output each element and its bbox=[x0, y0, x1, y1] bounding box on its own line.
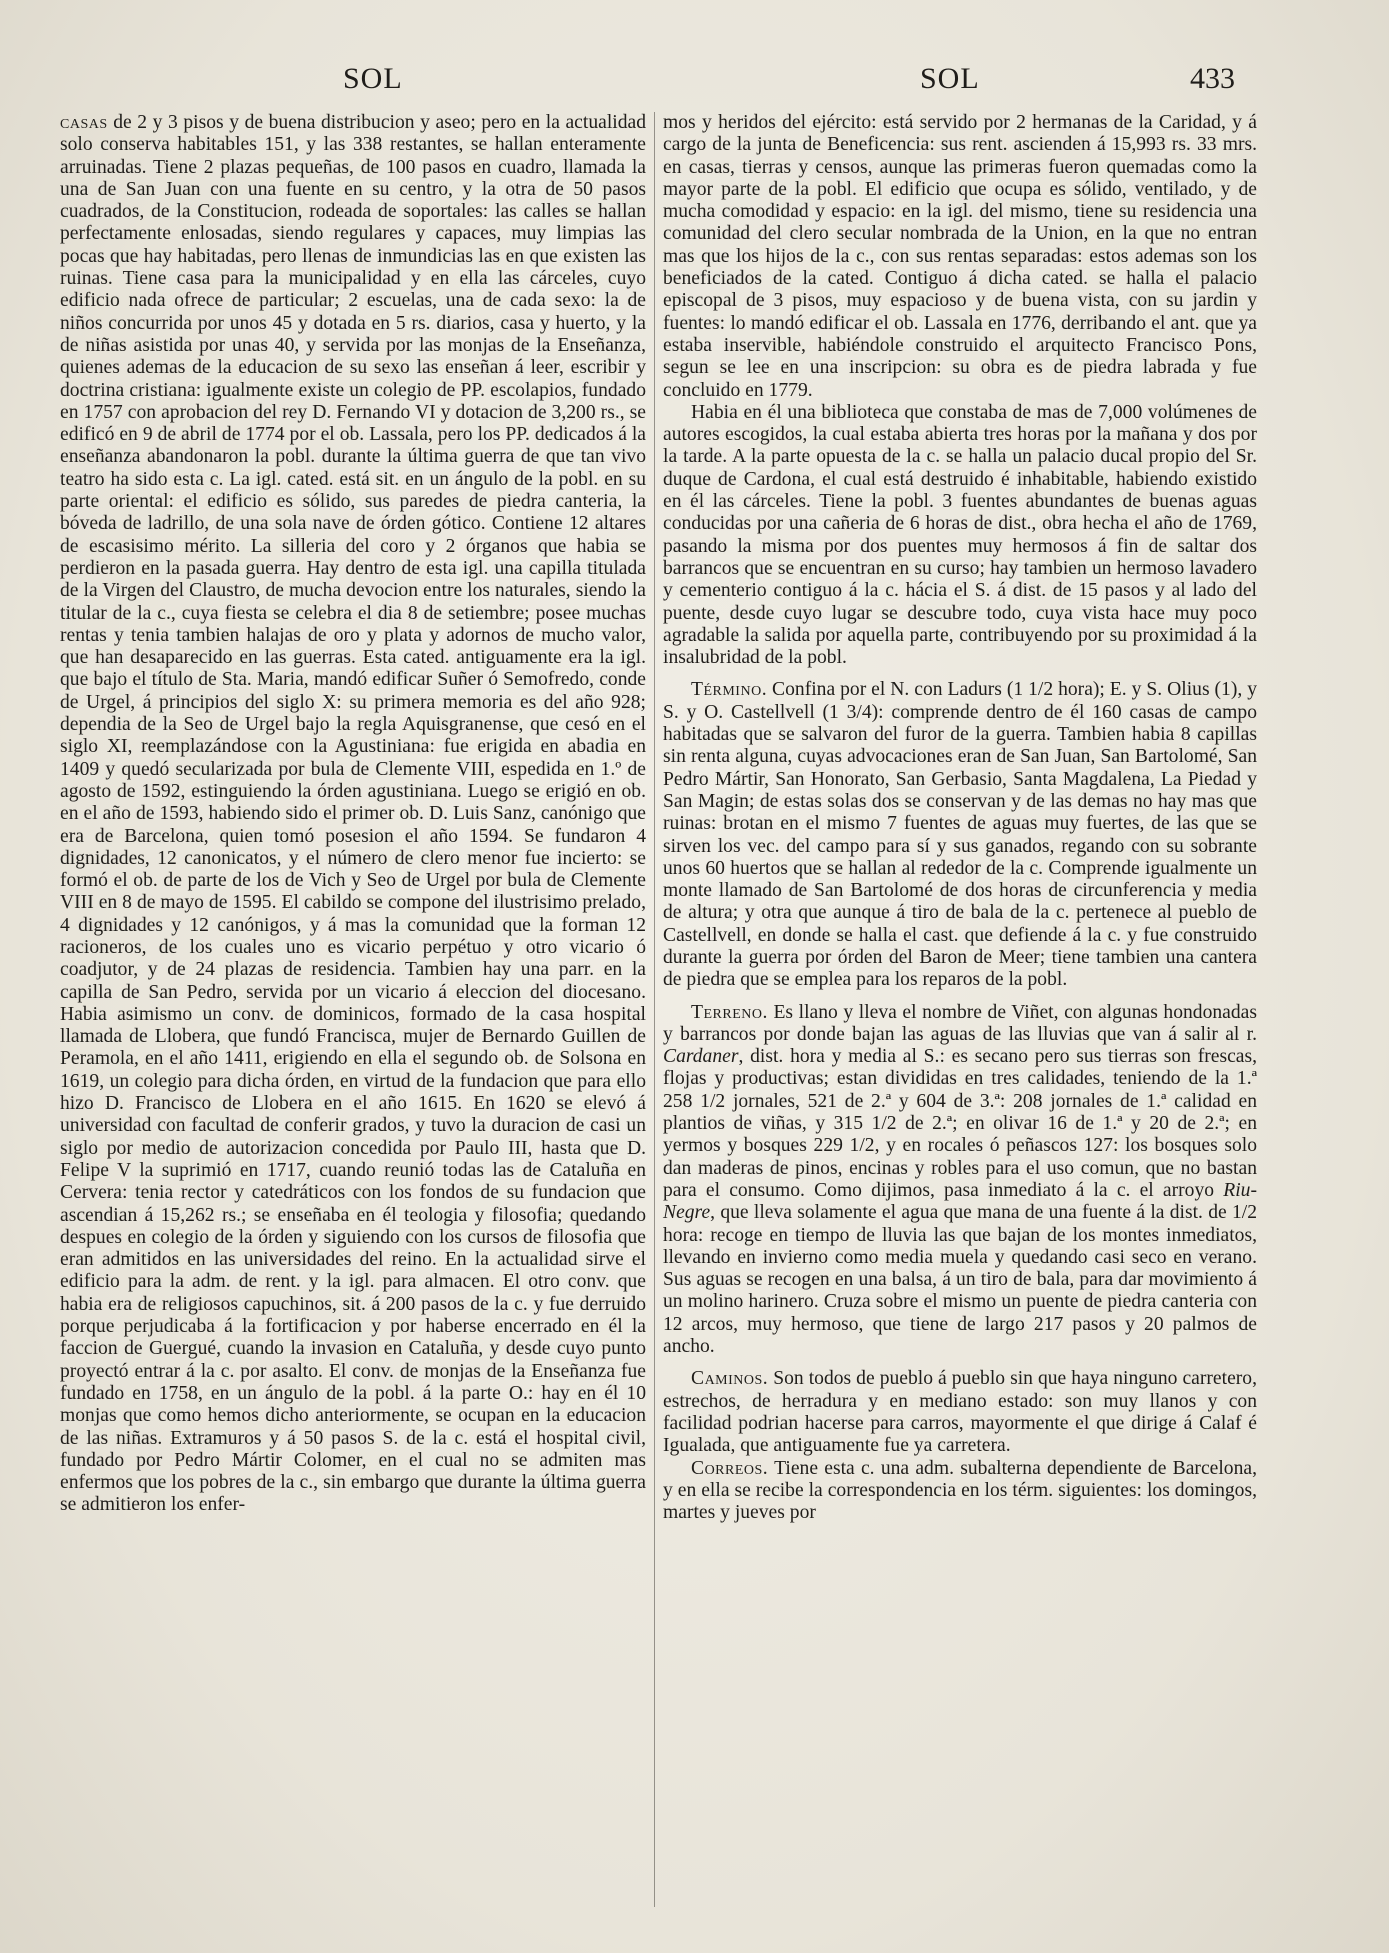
paragraph-text: , que lleva solamente el agua que mana de una fuente á la dist. de 1/2 hora: recoge en tiempo de lluvia las que bajan de los montes inmediatos, llevando en invierno como media muela y quedando casi seco en verano. Sus aguas se recogen en una balsa, á un tiro de bala, para dar movimiento á un molino harinero. Cruza sobre el mismo un puente de piedra canteria con 12 arcos, muy hermoso, que tiene de largo 217 pasos y 20 palmos de ancho. bbox=[663, 1202, 1257, 1358]
lead-word-casas: casas bbox=[60, 112, 108, 133]
paragraph-text: Tiene esta c. una adm. subalterna dependiente de Barcelona, y en ella se recibe la correspondencia en los térm. siguientes: los domingos, martes y jueves por bbox=[663, 1457, 1257, 1524]
header-left-title: SOL bbox=[343, 62, 403, 95]
header-right-title: SOL bbox=[920, 62, 980, 95]
paragraph-text: de 2 y 3 pisos y de buena distribucion y aseo; pero en la actualidad solo conserva habitables 151, y las 338 restantes, se hallan enteramente arruinadas. Tiene 2 plazas pequeñas, de 100 pasos en cuadro, llamada la una de San Juan con una fuente en su centro, y la otra de 50 pasos cuadrados, de la Constitucion, rodeada de soportales: las calles se hallan perfectamente enlosadas, siendo regulares y capaces, muy limpias las pocas que hay habitadas, pero llenas de inmundicias las en que existen las ruinas. Tiene casa para la municipalidad y en ella las cárceles, cuyo edificio nada ofrece de particular; 2 escuelas, una de cada sexo: la de niños concurrida por unos 45 y dotada en 5 rs. diarios, casa y huerto, y la de niñas asistida por unas 40, y servida por las monjas de la Enseñanza, quienes ademas de la educacion de su sexo las enseñan á leer, escribir y doctrina cristiana: igualmente existe un colegio de PP. escolapios, fundado en 1757 con aprobacion del rey D. Fernando VI y dotacion de 3,200 rs., se edificó en 9 de abril de 1774 por el ob. Lassala, pero los PP. dedicados á la enseñanza abandonaron la pobl. durante la última guerra de que tan vivo teatro ha sido esta c. La igl. cated. está sit. en un ángulo de la pobl. en su parte oriental: el edificio es sólido, sus paredes de piedra canteria, la bóveda de ladrillo, de una sola nave de órden gótico. Contiene 12 altares de escasisimo mérito. La silleria del coro y 2 órganos que habia se perdieron en la pasada guerra. Hay dentro de esta igl. una capilla titulada de la Virgen del Claustro, de mucha devocion entre los naturales, siendo la titular de la c., cuya fiesta se celebra el dia 8 de setiembre; posee muchas rentas y tenia tambien halajas de oro y plata y adornos de mucho valor, que han desaparecido en las guerras. Esta cated. antiguamente era la igl. que bajo el título de Sta. Maria, mandó edificar Suñer ó Semofredo, conde de Urgel, á principios del siglo X: su primera memoria es del año 928; dependia de la Seo de Urgel bajo la regla Aquisgranense, que cesó en el siglo XI, reemplazándose con la Agustiniana: fue erigida en abadia en 1409 y quedó secularizada por bula de Clemente VIII, espedida en 1.º de agosto de 1592, estinguiendo la órden agustiniana. Luego se erigió en ob. en el año de 1593, habiendo sido el primer ob. D. Luis Sanz, canónigo que era de Barcelona, quien tomó posesion el año 1594. Se fundaron 4 dignidades, 12 canonicatos, y el número de clero menor fue incierto: se formó el ob. de parte de los de Vich y Seo de Urgel por bula de Clemente VIII en 8 de mayo de 1595. El cabildo se compone del ilustrisimo prelado, 4 dignidades y 12 canónigos, y á mas la comunidad que la forman 12 racioneros, de los cuales uno es vicario perpétuo y otro vicario ó coadjutor, y de 24 plazas de residencia. Tambien hay una parr. en la capilla de San Pedro, servida por un vicario á eleccion del diocesano. Habia asimismo un conv. de dominicos, formado de la casa hospital llamada de Llobera, que fundó Francisca, mujer de Bernardo Guillen de Peramola, en el año 1411, erigiendo en ella el segundo ob. de Solsona en 1619, un colegio para dicha órden, en virtud de la fundacion que para ello hizo D. Francisco de Llobera en el año 1615. En 1620 se elevó á universidad con facultad de conferir grados, y tuvo la duracion de casi un siglo por medio de autorizacion concedida por Paulo III, hasta que D. Felipe V la suprimió en 1717, cuando reunió todas las de Cataluña en Cervera: tenia rector y catedráticos con los fondos de su fundacion que ascendian á 15,262 rs.; se enseñaba en él teologia y filosofia; quedando despues en colegio de la órden y siguiendo con los cursos de filosofia que eran admitidos en las universidades del reino. En la actualidad sirve el edificio para la adm. de rent. y la igl. para almacen. El otro conv. que habia era de religiosos capuchinos, sit. á 200 pasos de la c. y fue derruido porque perjudicaba á la fortificacion y por haberse encerrado en él la faccion de Guergué, cuando la invasion en Cataluña, y desde cuyo punto proyectó entrar á la c. por asalto. El conv. de monjas de la Enseñanza fue fundado en 1758, en un ángulo de la pobl. á la parte O.: hay en él 10 monjas que como hemos dicho anteriormente, se ocupan en la educacion de las niñas. Extramuros y á 50 pasos S. de la c. está el hospital civil, fundado por Pedro Mártir Colomer, en el cual no se admiten mas enfermos que los pobres de la c., sin embargo que durante la última guerra se admitieron los enfer- bbox=[60, 112, 646, 1516]
paragraph-text: , dist. hora y media al S.: es secano pero sus tierras son frescas, flojas y productivas; estan divididas en tres calidades, teniendo de la 1.ª 258 1/2 jornales, 521 de 2.ª y 604 de 3.ª: 208 jornales de 1.ª calidad en plantios de viñas, y 315 1/2 de 2.ª; en olivar 16 de 1.ª y 20 de 2.ª; en yermos y bosques 229 1/2, y en rocales ó peñascos 127: los bosques solo dan maderas de pinos, encinas y robles para el uso comun, que no bastan para el consumo. Como dijimos, pasa inmediato á la c. el arroyo bbox=[663, 1046, 1257, 1201]
paragraph-terreno bbox=[663, 1002, 1257, 1359]
column-divider bbox=[654, 112, 655, 1907]
paragraph-biblioteca: Habia en él una biblioteca que constaba de mas de 7,000 volúmenes de autores escogidos, la cual estaba abierta tres horas por la mañana y dos por la tarde. A la parte opuesta de la c. se halla un palacio ducal propio del Sr. duque de Cardona, el cual está destruido é inhabitable, habiendo existido en él las cárceles. Tiene la pobl. 3 fuentes abundantes de buenas aguas conducidas por una cañeria de 6 horas de dist., obra hecha el año de 1769, pasando la misma por dos puentes muy hermosos á fin de saltar dos barrancos que se encuentran en su curso; hay tambien un hermoso lavadero y cementerio contiguo á la c. hácia el S. á dist. de 15 pasos y al lado del puente, desde cuyo lugar se descubre todo, cuya vista hace muy poco agradable la salida por aquella parte, contribuyendo por su proximidad á la insalubridad de la pobl. bbox=[663, 401, 1257, 669]
paragraph-text: Confina por el N. con Ladurs (1 1/2 hora); E. y S. Olius (1), y S. y O. Castellvell (1 3/4): comprende dentro de él 160 casas de campo habitadas que se salvaron del furor de la guerra. Tambien habia 8 capillas sin renta alguna, cuyas advocaciones eran de San Juan, San Bartolomé, San Pedro Mártir, San Honorato, San Gerbasio, Santa Magdalena, La Piedad y San Magin; de estas solas dos se conservan y de las demas no hay mas que ruinas: brotan en el mismo 7 fuentes de aguas muy fuertes, de las que se sirven los vec. del campo para sí y sus ganados, regando con su sobrante unos 60 huertos que se hallan al rededor de la c. Comprende igualmente un monte llamado de San Bartolomé de dos horas de circunferencia y media de altura; y otra que aunque á tiro de bala de la c. pertenece al pueblo de Castellvell, en donde se halla el cast. que defiende á la c. y fue construido durante la guerra por órden del Baron de Meer; tiene tambien una cantera de piedra que se emplea para los reparos de la pobl. bbox=[663, 679, 1257, 991]
paragraph-text: Son todos de pueblo á pueblo sin que haya ninguno carretero, estrechos, de herradura y en mediano estado: son muy llanos y con facilidad podrian hacerse para carros, mayormente el que dirige á Calaf é Igualada, que antiguamente fue ya carretera. bbox=[663, 1368, 1257, 1457]
section-heading-correos: Correos. bbox=[691, 1457, 769, 1479]
paragraph-caminos bbox=[663, 1368, 1257, 1457]
paragraph-casas bbox=[60, 112, 646, 1517]
paragraph-hospital: mos y heridos del ejército: está servido por 2 hermanas de la Caridad, y á cargo de la junta de Beneficencia: sus rent. ascienden á 15,993 rs. 33 mrs. en casas, tierras y censos, aunque las primeras fueron quemadas como la mayor parte de la pobl. El edificio que ocupa es sólido, ventilado, y de mucha comodidad y espacio: en la igl. del mismo, tiene su residencia una comunidad del clero secular nombrada de la Union, en la que no entran mas que los hijos de la c., con sus rentas separadas: estos ademas son los beneficiados de la cated. Contiguo á dicha cated. se halla el palacio episcopal de 3 pisos, muy espacioso y de buena vista, con su jardin y fuentes: lo mandó edificar el ob. Lassala en 1776, derribando el ant. que ya estaba inservible, habiéndole construido el arquitecto Francisco Pons, segun se lee en una inscripcion: su obra es de piedra labrada y fue concluido en 1779. bbox=[663, 112, 1257, 401]
section-heading-caminos: Caminos. bbox=[691, 1368, 769, 1390]
paragraph-correos bbox=[663, 1458, 1257, 1525]
left-column bbox=[60, 112, 646, 1517]
creek-name: Riu-Negre bbox=[663, 1179, 1257, 1224]
running-header bbox=[0, 62, 1389, 112]
section-heading-termino: Término. bbox=[691, 679, 768, 701]
paragraph-termino bbox=[663, 679, 1257, 991]
paragraph-text: Es llano y lleva el nombre de Viñet, con algunas hondonadas y barrancos por donde bajan las aguas de las lluvias que van á salir al r. bbox=[663, 1001, 1257, 1045]
page-number: 433 bbox=[1190, 62, 1235, 95]
river-name: Cardaner bbox=[663, 1046, 739, 1068]
right-column bbox=[663, 112, 1257, 1524]
section-heading-terreno: Terreno. bbox=[691, 1001, 768, 1023]
